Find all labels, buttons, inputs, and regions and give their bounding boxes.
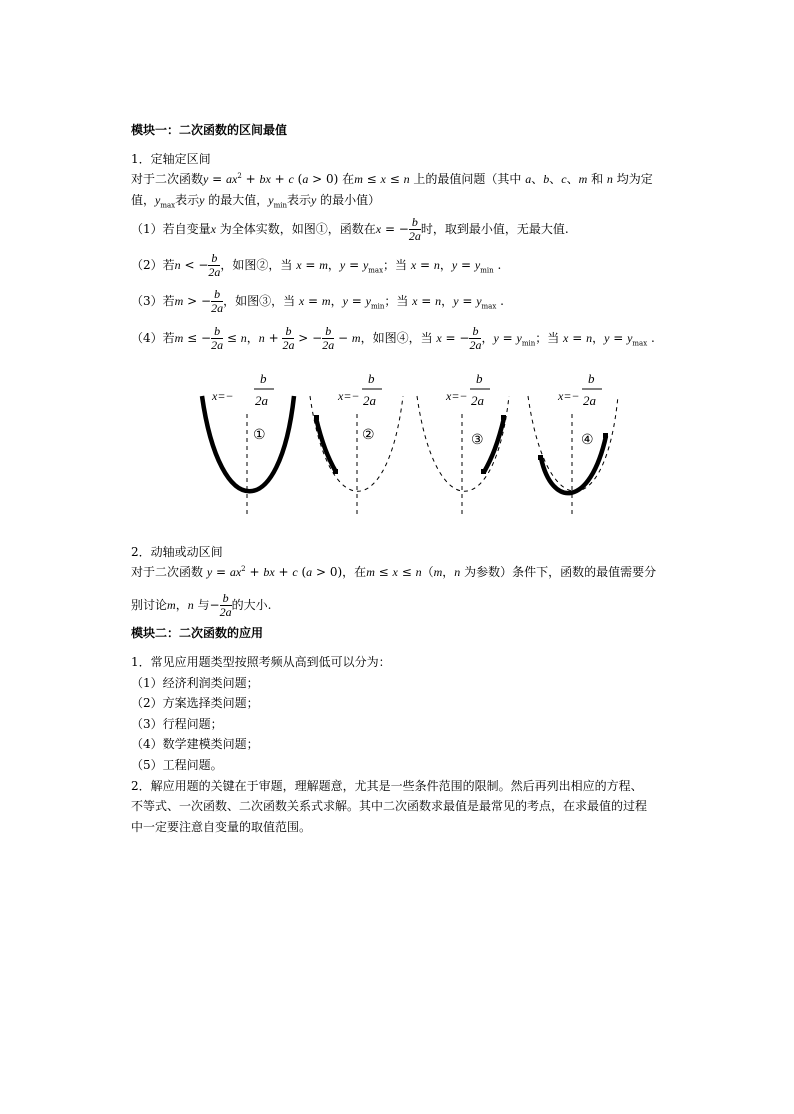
s1-intro-line1: 对于二次函数$y = ax^2$ + bx + c (a > 0) 在m ≤ x ≤ n 上的最值问题（其中 a、b、c、m 和 n 均为定 [131, 172, 653, 186]
axis-label-2: x=− [338, 389, 360, 403]
section2-title: 2．动轴或动区间 [131, 545, 223, 559]
m2-item-5: （5）工程问题。 [131, 758, 223, 772]
m2-item-1: （1）经济利润类问题； [131, 676, 259, 690]
frac-den-1: 2a [255, 393, 268, 408]
frac-num-4: b [588, 371, 595, 386]
axis-label-1: x=− [212, 389, 234, 403]
case2: （2）若n < − $\frac{b}{2a}$ ，如图②，当 x = m，$y = y_{max}$；当 x = n，$y = y_{min}$ . [131, 251, 502, 280]
frac-den-2: 2a [363, 393, 376, 408]
frac-num-3: b [476, 371, 483, 386]
s2-line1: 对于二次函数 $y = ax^2$ + bx + c (a > 0)，在m ≤ x ≤ n（m，n 为参数）条件下，函数的最值需要分 [131, 565, 657, 579]
graph-label-1: ① [253, 428, 266, 443]
graph-2 [310, 371, 403, 516]
m2-item-4: （4）数学建模类问题； [131, 737, 259, 751]
m2-item-2: （2）方案选择类问题； [131, 696, 259, 710]
frac-den-3: 2a [471, 393, 484, 408]
s1-intro-line2: 值，$y_{max}$表示y 的最大值，$y_{min}$表示y 的最小值） [131, 193, 381, 210]
graph-label-4: ④ [581, 433, 594, 448]
frac-den-4: 2a [583, 393, 596, 408]
graph-label-3: ③ [471, 433, 484, 448]
case4: （4）若m ≤ − $\frac{b}{2a}$ ≤ n，n + $\frac{b}{2a}$ > − $\frac{b}{2a}$ − m，如图④，当 x = − $\frac{b}{2a}$ ，$y = y_{min}$；当 x = n，$y = y_{max}$ . [131, 324, 655, 353]
m2-paragraph2-line2: 不等式、一次函数、二次函数关系式求解。其中二次函数求最值是最常见的考点，在求最值的过程 [131, 799, 648, 813]
m2-paragraph1: 1．常见应用题类型按照考频从高到低可以分为： [131, 655, 391, 669]
parabola-figures [190, 368, 620, 518]
graph-3 [417, 371, 509, 516]
module2-title: 模块二：二次函数的应用 [131, 626, 264, 640]
graph-label-2: ② [362, 428, 375, 443]
s2-line2: 别讨论m，n 与− $\frac{b}{2a}$ 的大小. [131, 591, 272, 620]
graph-4 [528, 371, 618, 516]
m2-paragraph2-line1: 2．解应用题的关键在于审题，理解题意，尤其是一些条件范围的限制。然后再列出相应的方程、 [131, 779, 643, 793]
module1-title: 模块一：二次函数的区间最值 [131, 123, 288, 137]
axis-label-4: x=− [558, 389, 580, 403]
axis-label-3: x=− [446, 389, 468, 403]
frac-num-1: b [260, 371, 267, 386]
m2-item-3: （3）行程问题； [131, 717, 223, 731]
section1-title: 1．定轴定区间 [131, 152, 211, 166]
graph-1 [202, 371, 294, 516]
case1: （1）若自变量x 为全体实数，如图①，函数在x = − $\frac{b}{2a}$ 时，取到最小值，无最大值. [131, 215, 569, 244]
frac-num-2: b [368, 371, 375, 386]
m2-paragraph2-line3: 中一定要注意自变量的取值范围。 [131, 820, 312, 834]
case3: （3）若m > − $\frac{b}{2a}$ ，如图③，当 x = m，$y = y_{min}$；当 x = n，$y = y_{max}$ . [131, 287, 504, 316]
